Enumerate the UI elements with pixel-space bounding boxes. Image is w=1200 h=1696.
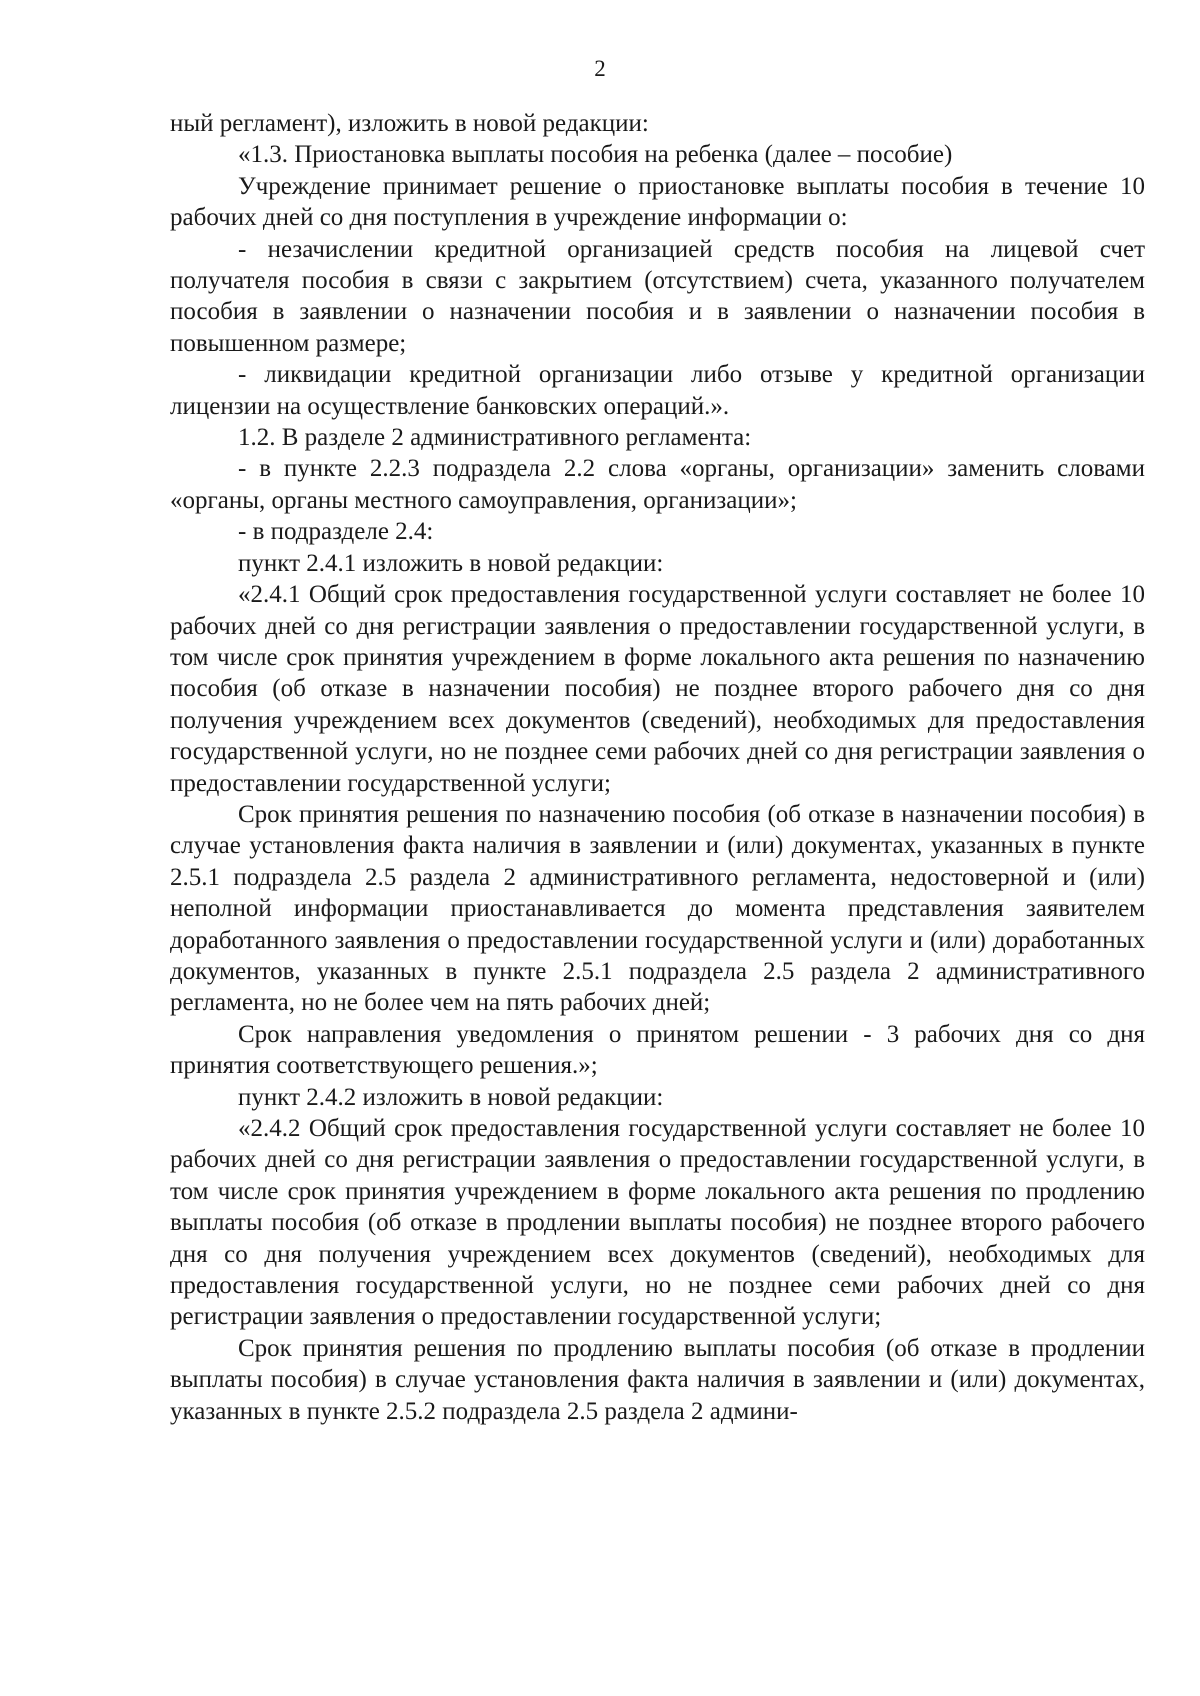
paragraph: - в пункте 2.2.3 подраздела 2.2 слова «органы, организации» заменить словами «органы, органы местного самоуправления, организации»;: [170, 455, 1145, 514]
paragraph: «2.4.1 Общий срок предоставления государственной услуги составляет не более 10 рабочих дней со дня регистрации заявления о предоставлении государственной услуги, в том числе срок принятия учреждением в форме локального акта решения по назначению пособия (об отказе в назначении пособия) не позднее второго рабочего дня со дня получения учреждением всех документов (сведений), необходимых для предоставления государственной услуги, но не позднее семи рабочих дней со дня регистрации заявления о предоставлении государственной услуги;: [170, 581, 1145, 797]
paragraph: Срок принятия решения по продлению выплаты пособия (об отказе в продлении выплаты пособия) в случае установления факта наличия в заявлении и (или) документах, указанных в пункте 2.5.2 подраздела 2.5 раздела 2 админи-: [170, 1334, 1145, 1425]
paragraph: ный регламент), изложить в новой редакции:: [170, 110, 649, 137]
paragraph: - ликвидации кредитной организации либо отзыве у кредитной организации лицензии на осуществление банковских операций.».: [170, 361, 1145, 420]
page-number: 2: [594, 56, 606, 81]
document-body: [170, 108, 1145, 1427]
paragraph: - незачислении кредитной организацией средств пособия на лицевой счет получателя пособия в связи с закрытием (отсутствием) счета, указанного получателем пособия в заявлении о назначении пособия и в заявлении о назначении пособия в повышенном размере;: [170, 235, 1145, 357]
paragraph: «1.3. Приостановка выплаты пособия на ребенка (далее – пособие): [238, 141, 953, 169]
paragraph: Срок направления уведомления о принятом решении - 3 рабочих дня со дня принятия соответствующего решения.»;: [170, 1020, 1145, 1080]
paragraph: пункт 2.4.2 изложить в новой редакции:: [238, 1083, 664, 1111]
paragraph: пункт 2.4.1 изложить в новой редакции:: [238, 549, 664, 577]
paragraph: 1.2. В разделе 2 административного регламента:: [238, 424, 752, 452]
paragraph: - в подразделе 2.4:: [238, 518, 434, 546]
paragraph: «2.4.2 Общий срок предоставления государственной услуги составляет не более 10 рабочих дней со дня регистрации заявления о предоставлении государственной услуги, в том числе срок принятия учреждением в форме локального акта решения по продлению выплаты пособия (об отказе в продлении выплаты пособия) не позднее второго рабочего дня со дня получения учреждением всех документов (сведений), необходимых для предоставления государственной услуги, но не позднее семи рабочих дней со дня регистрации заявления о предоставлении государственной услуги;: [170, 1115, 1145, 1331]
paragraph: Учреждение принимает решение о приостановке выплаты пособия в течение 10 рабочих дней со дня поступления в учреждение информации о:: [170, 172, 1145, 232]
paragraph: Срок принятия решения по назначению пособия (об отказе в назначении пособия) в случае установления факта наличия в заявлении и (или) документах, указанных в пункте 2.5.1 подраздела 2.5 раздела 2 административного регламента, недостоверной и (или) неполной информации приостанавливается до момента представления заявителем доработанного заявления о предоставлении государственной услуги и (или) доработанных документов, указанных в пункте 2.5.1 подраздела 2.5 раздела 2 административного регламента, но не более чем на пять рабочих дней;: [170, 800, 1145, 1017]
